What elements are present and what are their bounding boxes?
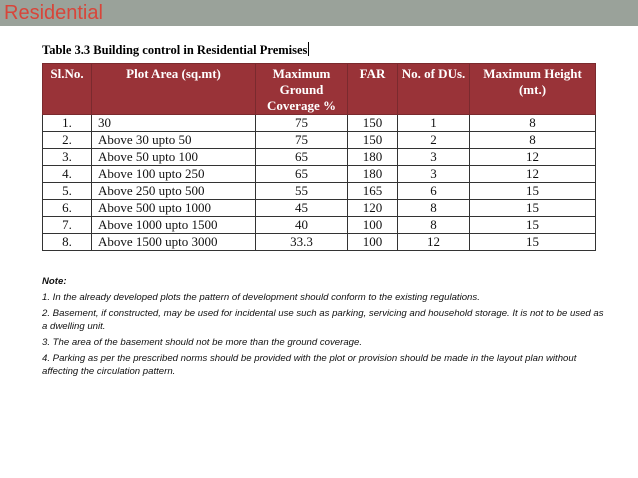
cell-dus: 3 xyxy=(398,166,470,183)
cell-max-height: 15 xyxy=(470,234,596,251)
cell-max-height: 8 xyxy=(470,132,596,149)
cell-dus: 6 xyxy=(398,183,470,200)
cell-dus: 1 xyxy=(398,115,470,132)
cell-ground-coverage: 75 xyxy=(256,132,348,149)
cell-sl-no: 3. xyxy=(43,149,92,166)
note-item: 4. Parking as per the prescribed norms should be provided with the plot or provision should be made in the layout plan without affecting the circulation pattern. xyxy=(42,353,577,377)
header-max-height: Maximum Height (mt.) xyxy=(470,64,596,115)
table-row xyxy=(43,234,596,251)
header-far: FAR xyxy=(348,64,398,115)
table-row xyxy=(43,217,596,234)
cell-max-height: 12 xyxy=(470,149,596,166)
cell-plot-area: Above 1000 upto 1500 xyxy=(92,217,256,234)
cell-plot-area: Above 250 upto 500 xyxy=(92,183,256,200)
slide-title: Residential xyxy=(4,2,103,24)
cell-plot-area: Above 1500 upto 3000 xyxy=(92,234,256,251)
cell-ground-coverage: 65 xyxy=(256,149,348,166)
cell-max-height: 15 xyxy=(470,217,596,234)
header-sl-no: Sl.No. xyxy=(43,64,92,115)
cell-sl-no: 4. xyxy=(43,166,92,183)
cell-sl-no: 6. xyxy=(43,200,92,217)
table-caption xyxy=(42,42,309,58)
cell-dus: 3 xyxy=(398,149,470,166)
cell-sl-no: 7. xyxy=(43,217,92,234)
table-header-row xyxy=(43,64,596,115)
cell-dus: 12 xyxy=(398,234,470,251)
cell-ground-coverage: 55 xyxy=(256,183,348,200)
table-row xyxy=(43,183,596,200)
cell-far: 165 xyxy=(348,183,398,200)
cell-far: 100 xyxy=(348,217,398,234)
table-row xyxy=(43,132,596,149)
cell-ground-coverage: 75 xyxy=(256,115,348,132)
cell-far: 150 xyxy=(348,115,398,132)
cell-sl-no: 1. xyxy=(43,115,92,132)
table-row xyxy=(43,166,596,183)
note-item: 2. Basement, if constructed, may be used for incidental use such as parking, servicing and household storage. It is not to be used as a dwelling unit. xyxy=(42,308,604,332)
table-row xyxy=(43,149,596,166)
cell-far: 180 xyxy=(348,166,398,183)
notes-section xyxy=(42,275,608,381)
cell-max-height: 15 xyxy=(470,183,596,200)
cell-sl-no: 2. xyxy=(43,132,92,149)
cell-plot-area: 30 xyxy=(92,115,256,132)
cell-plot-area: Above 30 upto 50 xyxy=(92,132,256,149)
cell-dus: 2 xyxy=(398,132,470,149)
table-row xyxy=(43,115,596,132)
cell-max-height: 15 xyxy=(470,200,596,217)
cell-far: 150 xyxy=(348,132,398,149)
cell-ground-coverage: 33.3 xyxy=(256,234,348,251)
cell-far: 120 xyxy=(348,200,398,217)
notes-heading: Note: xyxy=(42,276,67,287)
header-ground-coverage: Maximum Ground Coverage % xyxy=(256,64,348,115)
table-caption-text: Table 3.3 Building control in Residential Premises xyxy=(42,43,308,57)
cell-ground-coverage: 45 xyxy=(256,200,348,217)
note-item: 3. The area of the basement should not be more than the ground coverage. xyxy=(42,337,363,348)
header-dus: No. of DUs. xyxy=(398,64,470,115)
cell-sl-no: 8. xyxy=(43,234,92,251)
cell-dus: 8 xyxy=(398,200,470,217)
cell-plot-area: Above 500 upto 1000 xyxy=(92,200,256,217)
cell-far: 100 xyxy=(348,234,398,251)
cell-max-height: 12 xyxy=(470,166,596,183)
cell-sl-no: 5. xyxy=(43,183,92,200)
cell-plot-area: Above 50 upto 100 xyxy=(92,149,256,166)
cell-ground-coverage: 40 xyxy=(256,217,348,234)
table-row xyxy=(43,200,596,217)
building-control-table xyxy=(42,63,596,251)
cell-ground-coverage: 65 xyxy=(256,166,348,183)
cell-plot-area: Above 100 upto 250 xyxy=(92,166,256,183)
header-plot-area: Plot Area (sq.mt) xyxy=(92,64,256,115)
cell-max-height: 8 xyxy=(470,115,596,132)
note-item: 1. In the already developed plots the pattern of development should conform to the existing regulations. xyxy=(42,292,480,303)
text-cursor xyxy=(308,42,309,56)
cell-far: 180 xyxy=(348,149,398,166)
cell-dus: 8 xyxy=(398,217,470,234)
